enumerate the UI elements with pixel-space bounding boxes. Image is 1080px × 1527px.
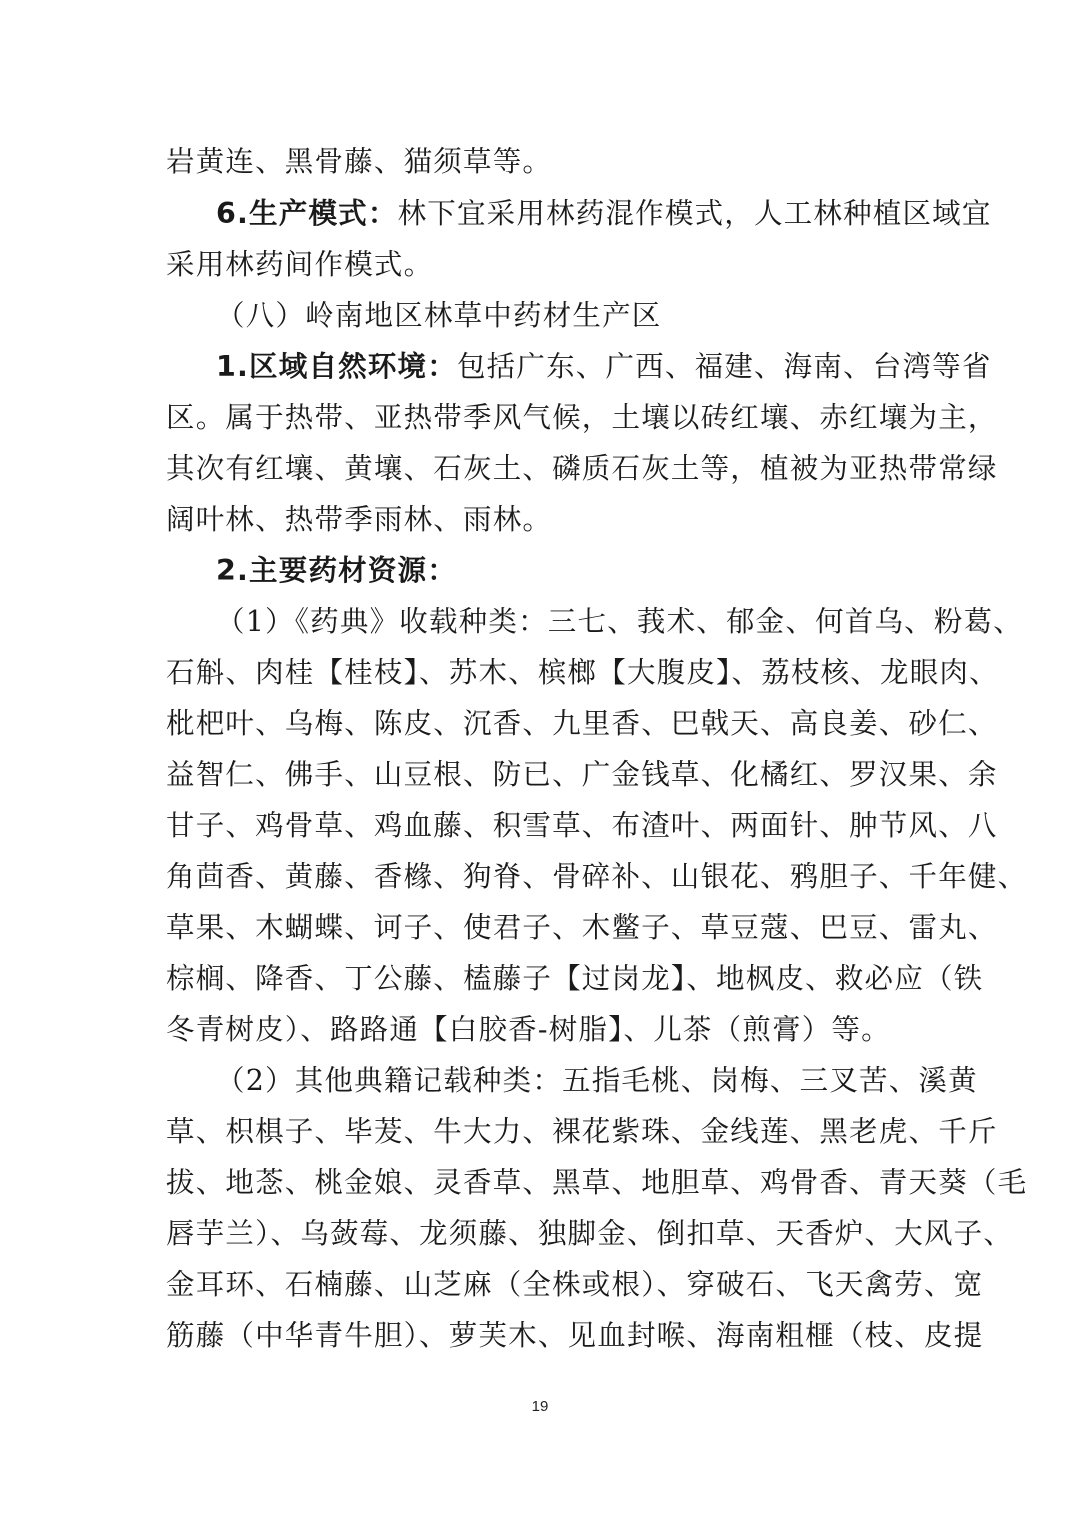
text-line: （2）其他典籍记载种类：五指毛桃、岗梅、三叉苦、溪黄 [216, 1064, 978, 1097]
text-line: 金耳环、石楠藤、山芝麻（全株或根）、穿破石、飞天禽劳、宽 [166, 1268, 984, 1301]
text-line: 岩黄连、黑骨藤、猫须草等。 [166, 145, 553, 178]
natural-environment-line: 1.区域自然环境：包括广东、广西、福建、海南、台湾等省 [216, 350, 992, 383]
text-line: 采用林药间作模式。 [166, 248, 434, 281]
text-line: 枇杷叶、乌梅、陈皮、沉香、九里香、巴戟天、高良姜、砂仁、 [166, 707, 998, 740]
production-mode-line: 6.生产模式：林下宜采用林药混作模式，人工林种植区域宜 [216, 197, 992, 230]
text-line: 甘子、鸡骨草、鸡血藤、积雪草、布渣叶、两面针、肿节风、八 [166, 809, 998, 842]
text-line: 棕榈、降香、丁公藤、榼藤子【过岗龙】、地枫皮、救必应（铁 [166, 962, 984, 995]
resources-heading: 2.主要药材资源： [216, 554, 457, 587]
text-line: 益智仁、佛手、山豆根、防已、广金钱草、化橘红、罗汉果、余 [166, 758, 998, 791]
text-line: 区。属于热带、亚热带季风气候，土壤以砖红壤、赤红壤为主， [166, 401, 998, 434]
text-line: 石斛、肉桂【桂枝】、苏木、槟榔【大腹皮】、荔枝核、龙眼肉、 [166, 656, 999, 689]
text-line: 草、枳椇子、毕茇、牛大力、裸花紫珠、金线莲、黑老虎、千斤 [166, 1115, 998, 1148]
text-line: 拔、地菍、桃金娘、灵香草、黑草、地胆草、鸡骨香、青天葵（毛 [166, 1166, 1028, 1199]
text-line: 其次有红壤、黄壤、石灰土、磷质石灰土等，植被为亚热带常绿 [166, 452, 998, 485]
text-line: （1）《药典》收载种类：三七、莪术、郁金、何首乌、粉葛、 [216, 605, 1023, 638]
text-line: 角茴香、黄藤、香橼、狗脊、骨碎补、山银花、鸦胆子、千年健、 [166, 860, 1028, 893]
text-line: 唇芋兰）、乌蔹莓、龙须藤、独脚金、倒扣草、天香炉、大风子、 [166, 1217, 1014, 1250]
text-line: 筋藤（中华青牛胆）、萝芙木、见血封喉、海南粗榧（枝、皮提 [166, 1319, 984, 1352]
page-number: 19 [531, 1398, 549, 1415]
section-heading: （八）岭南地区林草中药材生产区 [216, 299, 662, 332]
text-line: 阔叶林、热带季雨林、雨林。 [166, 503, 553, 536]
text-line: 草果、木蝴蝶、诃子、使君子、木鳖子、草豆蔻、巴豆、雷丸、 [166, 911, 998, 944]
text-line: 冬青树皮）、路路通【白胶香-树脂】、儿茶（煎膏）等。 [166, 1013, 891, 1046]
